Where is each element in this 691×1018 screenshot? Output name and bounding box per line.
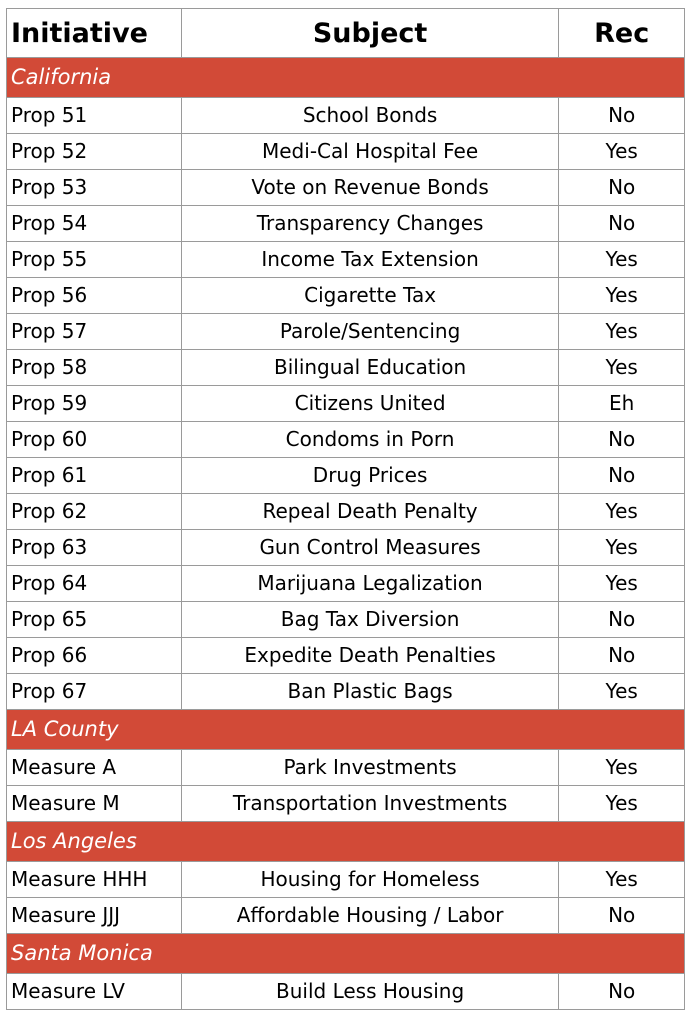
subject-cell: Cigarette Tax	[181, 278, 559, 314]
subject-cell: Gun Control Measures	[181, 530, 559, 566]
rec-cell: No	[559, 602, 685, 638]
initiative-cell: Prop 61	[7, 458, 182, 494]
subject-cell: Transportation Investments	[181, 786, 559, 822]
rec-cell: No	[559, 974, 685, 1010]
initiative-cell: Prop 58	[7, 350, 182, 386]
table-row	[7, 602, 685, 638]
subject-cell: Expedite Death Penalties	[181, 638, 559, 674]
subject-cell: Repeal Death Penalty	[181, 494, 559, 530]
table-row	[7, 206, 685, 242]
subject-cell: Bilingual Education	[181, 350, 559, 386]
table-row	[7, 786, 685, 822]
table-row	[7, 386, 685, 422]
subject-cell: Housing for Homeless	[181, 862, 559, 898]
rec-cell: No	[559, 170, 685, 206]
rec-cell: Yes	[559, 862, 685, 898]
initiative-cell: Prop 64	[7, 566, 182, 602]
subject-cell: Ban Plastic Bags	[181, 674, 559, 710]
table-row	[7, 674, 685, 710]
section-row	[7, 58, 685, 98]
table-row	[7, 98, 685, 134]
subject-cell: Vote on Revenue Bonds	[181, 170, 559, 206]
rec-cell: Yes	[559, 674, 685, 710]
subject-cell: School Bonds	[181, 98, 559, 134]
table-row	[7, 314, 685, 350]
table-row	[7, 494, 685, 530]
table-row	[7, 862, 685, 898]
table-row	[7, 638, 685, 674]
subject-cell: Parole/Sentencing	[181, 314, 559, 350]
initiative-cell: Prop 54	[7, 206, 182, 242]
rec-cell: Yes	[559, 786, 685, 822]
subject-cell: Marijuana Legalization	[181, 566, 559, 602]
table-row	[7, 458, 685, 494]
subject-cell: Medi-Cal Hospital Fee	[181, 134, 559, 170]
initiative-cell: Prop 56	[7, 278, 182, 314]
table-row	[7, 170, 685, 206]
rec-cell: Yes	[559, 350, 685, 386]
table-row	[7, 898, 685, 934]
initiative-cell: Prop 65	[7, 602, 182, 638]
table-row	[7, 350, 685, 386]
initiative-cell: Prop 53	[7, 170, 182, 206]
initiative-cell: Measure M	[7, 786, 182, 822]
rec-cell: Yes	[559, 314, 685, 350]
rec-cell: No	[559, 458, 685, 494]
table-body	[7, 58, 685, 1010]
initiative-cell: Prop 66	[7, 638, 182, 674]
table-row	[7, 242, 685, 278]
section-row	[7, 710, 685, 750]
section-row	[7, 934, 685, 974]
subject-cell: Income Tax Extension	[181, 242, 559, 278]
subject-cell: Transparency Changes	[181, 206, 559, 242]
rec-cell: No	[559, 422, 685, 458]
recommendations-table	[6, 8, 685, 1010]
table-row	[7, 566, 685, 602]
subject-cell: Bag Tax Diversion	[181, 602, 559, 638]
table-row	[7, 134, 685, 170]
subject-header: Subject	[181, 9, 559, 58]
rec-cell: Yes	[559, 530, 685, 566]
subject-cell: Build Less Housing	[181, 974, 559, 1010]
table-row	[7, 278, 685, 314]
initiative-cell: Prop 62	[7, 494, 182, 530]
rec-cell: No	[559, 898, 685, 934]
initiative-cell: Measure A	[7, 750, 182, 786]
header-row	[7, 9, 685, 58]
rec-cell: No	[559, 98, 685, 134]
rec-cell: No	[559, 206, 685, 242]
section-title: Los Angeles	[7, 822, 685, 862]
initiative-cell: Prop 51	[7, 98, 182, 134]
initiative-cell: Prop 55	[7, 242, 182, 278]
section-title: California	[7, 58, 685, 98]
rec-cell: Yes	[559, 494, 685, 530]
table-row	[7, 422, 685, 458]
subject-cell: Park Investments	[181, 750, 559, 786]
rec-cell: Yes	[559, 278, 685, 314]
rec-cell: Eh	[559, 386, 685, 422]
initiative-cell: Prop 52	[7, 134, 182, 170]
initiative-cell: Measure JJJ	[7, 898, 182, 934]
rec-cell: Yes	[559, 134, 685, 170]
section-row	[7, 822, 685, 862]
initiative-cell: Prop 63	[7, 530, 182, 566]
table-row	[7, 530, 685, 566]
section-title: LA County	[7, 710, 685, 750]
initiative-cell: Prop 59	[7, 386, 182, 422]
initiative-cell: Prop 57	[7, 314, 182, 350]
initiative-cell: Measure LV	[7, 974, 182, 1010]
subject-cell: Drug Prices	[181, 458, 559, 494]
subject-cell: Condoms in Porn	[181, 422, 559, 458]
rec-cell: No	[559, 638, 685, 674]
initiative-cell: Prop 60	[7, 422, 182, 458]
subject-cell: Affordable Housing / Labor	[181, 898, 559, 934]
section-title: Santa Monica	[7, 934, 685, 974]
initiative-cell: Prop 67	[7, 674, 182, 710]
table-row	[7, 750, 685, 786]
table-row	[7, 974, 685, 1010]
rec-cell: Yes	[559, 566, 685, 602]
rec-cell: Yes	[559, 750, 685, 786]
initiative-header: Initiative	[7, 9, 182, 58]
initiative-cell: Measure HHH	[7, 862, 182, 898]
rec-cell: Yes	[559, 242, 685, 278]
rec-header: Rec	[559, 9, 685, 58]
subject-cell: Citizens United	[181, 386, 559, 422]
